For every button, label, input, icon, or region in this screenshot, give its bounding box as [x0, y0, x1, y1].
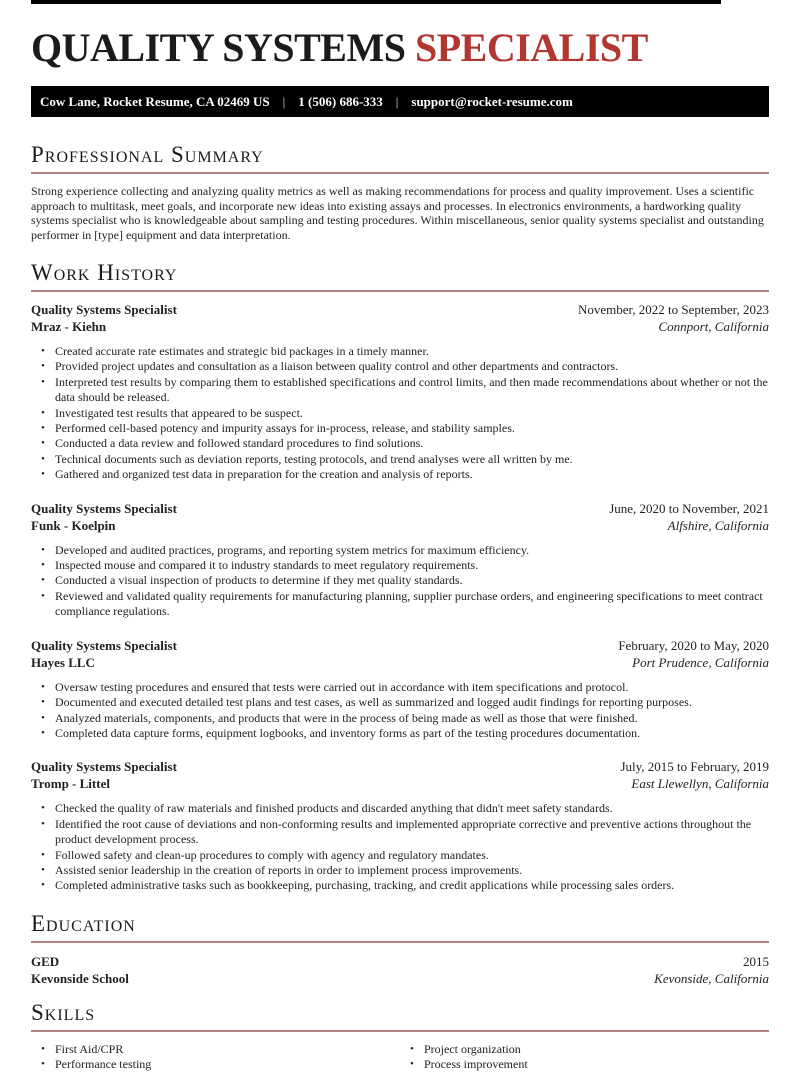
job-entry [31, 637, 769, 742]
job-entry [31, 301, 769, 483]
contact-bar [31, 86, 769, 117]
contact-email: support@rocket-resume.com [411, 93, 573, 109]
job-location: Connport, California [658, 319, 769, 334]
skills-list-left [31, 1042, 400, 1073]
bullet-item: • Completed administrative tasks such as bookkeeping, purchasing, tracking, and credit applications while processing sales orders. [31, 878, 769, 893]
bullet-item: • Documented and executed detailed test plans and test cases, as well as summarized and logged audit findings for reporting purposes. [31, 695, 769, 710]
resume-title-accent: SPECIALIST [414, 25, 648, 70]
job-entry [31, 500, 769, 620]
contact-separator: | [395, 93, 399, 109]
contact-address: Cow Lane, Rocket Resume, CA 02469 US [40, 93, 270, 109]
job-company: Funk - Koelpin [31, 517, 116, 533]
bullet-item: • Conducted a data review and followed standard procedures to find solutions. [31, 436, 769, 451]
job-company: Hayes LLC [31, 654, 95, 670]
job-bullet-list [31, 801, 769, 893]
job-dates: July, 2015 to February, 2019 [620, 759, 769, 775]
job-title: Quality Systems Specialist [31, 759, 177, 775]
job-header-row [31, 500, 769, 517]
bullet-item: • Investigated test results that appeared to be suspect. [31, 406, 769, 421]
bullet-item: • Followed safety and clean-up procedures to comply with agency and regulatory mandates. [31, 848, 769, 863]
job-location: East Llewellyn, California [631, 776, 769, 792]
bullet-item: • Interpreted test results by comparing them to established specifications and control limits, and then made recommendations about whether or not the data should be released. [31, 375, 769, 406]
education-entry [31, 953, 769, 987]
job-company: Tromp - Littel [31, 776, 110, 792]
skills-column-left [31, 1033, 400, 1073]
education-heading: Education [31, 910, 136, 936]
bullet-item: • Completed data capture forms, equipment logbooks, and inventory forms as part of the testing procedures documentation. [31, 726, 769, 741]
section-rule [31, 290, 769, 292]
job-subheader-row [31, 318, 769, 335]
skills-heading: Skills [31, 999, 96, 1025]
section-rule [31, 941, 769, 943]
contact-phone: 1 (506) 686-333 [298, 93, 383, 109]
job-dates: February, 2020 to May, 2020 [618, 637, 769, 653]
job-location: Port Prudence, California [632, 654, 769, 670]
bullet-item: • Performed cell-based potency and impurity assays for in-process, release, and stability samples. [31, 421, 769, 436]
summary-text: Strong experience collecting and analyzing quality metrics as well as making recommendations for process and quality improvement. Uses a scientific approach to multitask, meet goals, and incorporate new ideas into existing assays and processes. In electronics environments, a hardworking quality systems specialist who is knowledgeable about sampling and testing procedures. Within miscellaneous, senior quality systems specialist and outstanding performer in [type] equipment and data interpretation. [31, 184, 764, 242]
bullet-item: • Gathered and organized test data in preparation for the creation and analysis of reports. [31, 467, 769, 482]
job-title: Quality Systems Specialist [31, 500, 177, 516]
section-professional-summary [31, 143, 769, 242]
bullet-item: • Performance testing [31, 1057, 400, 1072]
job-title: Quality Systems Specialist [31, 302, 177, 317]
education-degree-row [31, 953, 769, 970]
skills-columns [31, 1033, 769, 1073]
section-education [31, 912, 769, 987]
bullet-item: • Analyzed materials, components, and products that were in the process of being made as well as those that were finished. [31, 711, 769, 726]
job-subheader-row [31, 775, 769, 792]
bullet-item: • Assisted senior leadership in the creation of reports in order to implement process improvements. [31, 863, 769, 878]
education-degree: GED [31, 953, 60, 969]
bullet-item: • Project organization [400, 1042, 769, 1057]
bullet-item: • First Aid/CPR [31, 1042, 400, 1057]
education-school-row [31, 970, 769, 987]
education-school: Kevonside School [31, 970, 129, 986]
education-location: Kevonside, California [654, 970, 769, 986]
summary-heading: Professional Summary [31, 142, 264, 167]
section-rule [31, 172, 769, 174]
job-title: Quality Systems Specialist [31, 637, 177, 653]
bullet-item: • Created accurate rate estimates and strategic bid packages in a timely manner. [31, 344, 769, 359]
section-skills [31, 1001, 769, 1073]
bullet-item: • Inspected mouse and compared it to industry standards to meet regulatory requirements. [31, 558, 769, 573]
bullet-item: • Conducted a visual inspection of products to determine if they met quality standards. [31, 573, 769, 588]
job-header-row [31, 758, 769, 775]
job-subheader-row [31, 517, 769, 534]
section-rule [31, 1030, 769, 1032]
job-company: Mraz - Kiehn [31, 319, 107, 334]
job-bullet-list [31, 344, 769, 483]
job-bullet-list [31, 680, 769, 742]
work-history-heading: Work History [31, 260, 178, 285]
job-subheader-row [31, 654, 769, 671]
job-bullet-list [31, 543, 769, 620]
top-accent-bar [31, 0, 721, 4]
contact-separator: | [282, 93, 286, 109]
job-dates: June, 2020 to November, 2021 [609, 500, 769, 516]
section-work-history [31, 261, 769, 894]
job-header-row [31, 301, 769, 318]
bullet-item: • Provided project updates and consultation as a liaison between quality control and other departments and contractors. [31, 359, 769, 374]
bullet-item: • Checked the quality of raw materials and finished products and discarded anything that didn't meet safety standards. [31, 801, 769, 816]
job-dates: November, 2022 to September, 2023 [577, 302, 769, 317]
skills-column-right [400, 1033, 769, 1073]
bullet-item: • Developed and audited practices, programs, and reporting system metrics for maximum efficiency. [31, 543, 769, 558]
job-header-row [31, 637, 769, 654]
resume-title [31, 25, 769, 70]
bullet-item: • Reviewed and validated quality requirements for manufacturing planning, supplier purchase orders, and engineering specifications to meet contract compliance regulations. [31, 589, 769, 620]
bullet-item: • Technical documents such as deviation reports, testing protocols, and trend analyses were all written by me. [31, 452, 769, 467]
education-year: 2015 [743, 953, 769, 969]
skills-list-right [400, 1042, 769, 1073]
bullet-item: • Process improvement [400, 1057, 769, 1072]
job-entry [31, 758, 769, 893]
job-location: Alfshire, California [667, 517, 769, 533]
bullet-item: • Identified the root cause of deviations and non-conforming results and implemented appropriate corrective and preventive actions throughout the product development process. [31, 817, 769, 848]
resume-title-primary: QUALITY SYSTEMS [31, 25, 406, 70]
bullet-item: • Oversaw testing procedures and ensured that tests were carried out in accordance with item specifications and protocol. [31, 680, 769, 695]
